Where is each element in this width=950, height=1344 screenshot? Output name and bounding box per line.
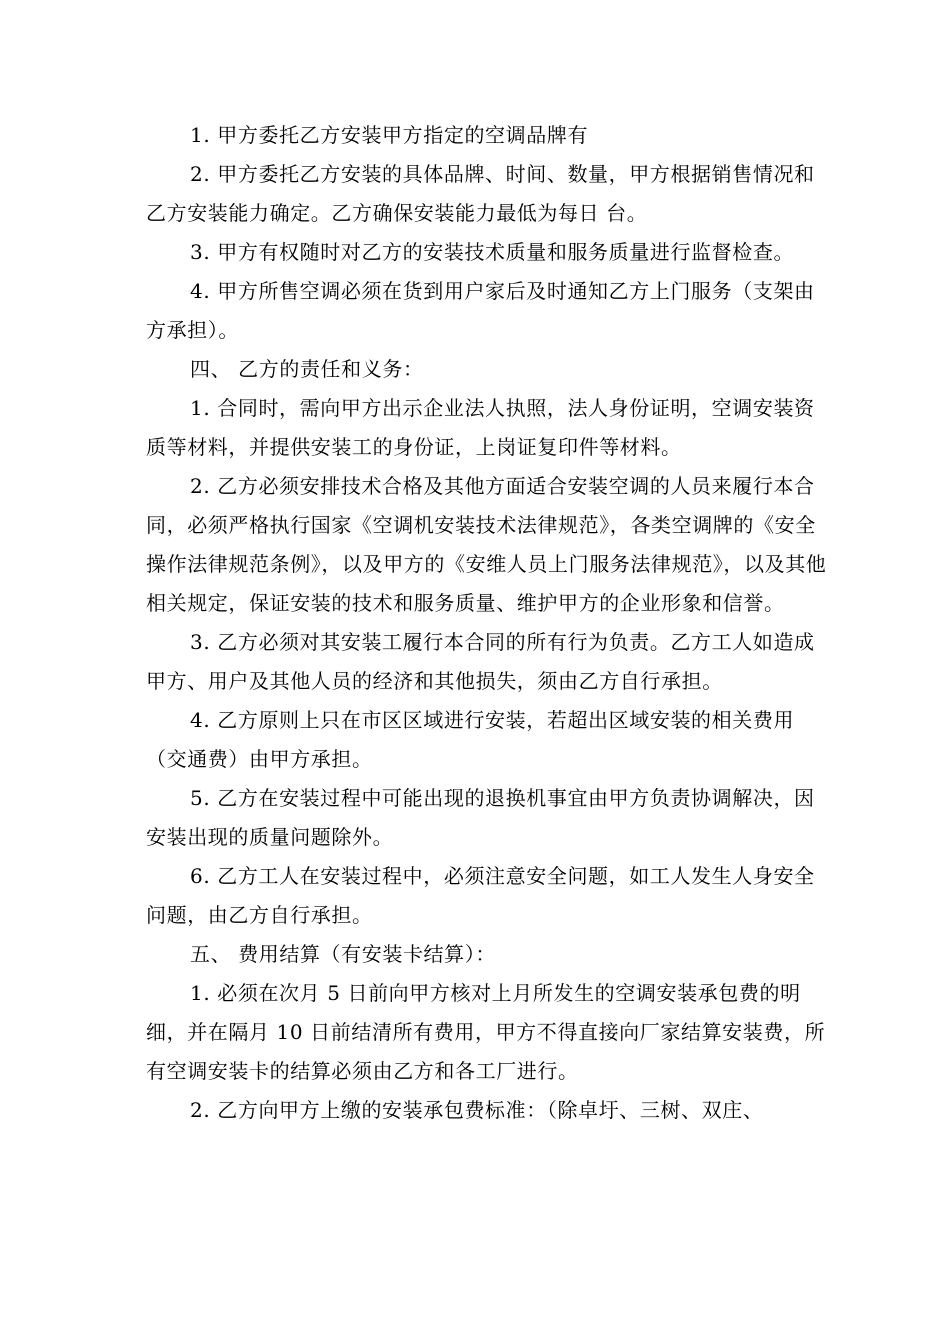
paragraph-7: 3. 乙方必须对其安装工履行本合同的所有行为负责。乙方工人如造成甲方、用户及其他人员的经济和其他损失，须由乙方自行承担。 — [146, 630, 815, 693]
paragraph-1: 1. 甲方委托乙方安装甲方指定的空调品牌有 — [190, 123, 589, 147]
paragraph-9: 5. 乙方在安装过程中可能出现的退换机事宜由甲方负责协调解决，因安装出现的质量问题除外。 — [146, 786, 815, 849]
paragraph-10: 6. 乙方工人在安装过程中，必须注意安全问题，如工人发生人身安全问题，由乙方自行承担。 — [146, 864, 815, 927]
paragraph-8: 4. 乙方原则上只在市区区域进行安装，若超出区域安装的相关费用（交通费）由甲方承担。 — [146, 708, 795, 771]
paragraph-12: 2. 乙方向甲方上缴的安装承包费标准：（除卓圩、三树、双庄、 — [190, 1098, 764, 1122]
paragraph-3: 3. 甲方有权随时对乙方的安装技术质量和服务质量进行监督检查。 — [190, 240, 795, 264]
document-body — [146, 116, 828, 1130]
section-heading-5: 五、 费用结算（有安装卡结算）： — [190, 942, 496, 966]
paragraph-4: 4. 甲方所售空调必须在货到用户家后及时通知乙方上门服务（支架由 方承担）。 — [146, 279, 815, 342]
paragraph-6: 2. 乙方必须安排技术合格及其他方面适合安装空调的人员来履行本合同，必须严格执行国家《空调机安装技术法律规范》，各类空调牌的《安全操作法律规范条例》，以及甲方的《安维人员上门服务法律规范》，以及其他相关规定，保证安装的技术和服务质量、维护甲方的企业形象和信誉。 — [146, 474, 827, 615]
paragraph-2: 2. 甲方委托乙方安装的具体品牌、时间、数量，甲方根据销售情况和乙方安装能力确定。乙方确保安装能力最低为每日 台。 — [146, 162, 815, 225]
paragraph-11: 1. 必须在次月 5 日前向甲方核对上月所发生的空调安装承包费的明细，并在隔月 10 日前结清所有费用，甲方不得直接向厂家结算安装费，所有空调安装卡的结算必须由乙方和各工厂进行。 — [146, 981, 826, 1083]
paragraph-5: 1. 合同时，需向甲方出示企业法人执照，法人身份证明，空调安装资质等材料，并提供安装工的身份证，上岗证复印件等材料。 — [146, 396, 815, 459]
section-heading-4: 四、 乙方的责任和义务： — [190, 357, 424, 381]
